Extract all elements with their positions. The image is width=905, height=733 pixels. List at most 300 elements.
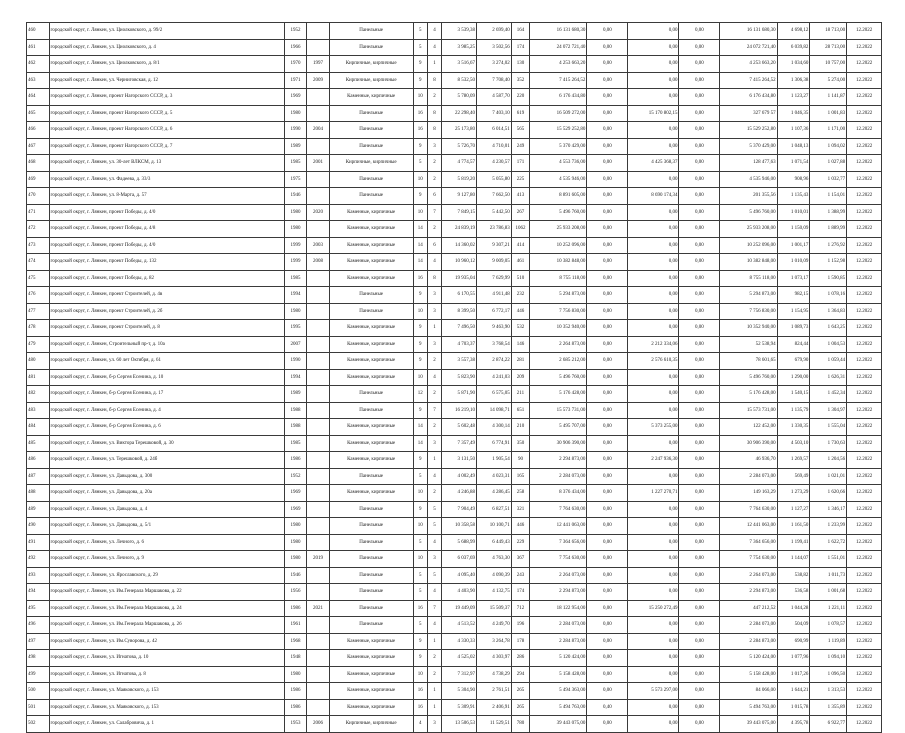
cell-ent: 5: [427, 567, 441, 584]
cell-total: 149 163,29: [720, 485, 777, 502]
cell-resid: 350: [511, 435, 529, 452]
cell-v1: 0,00: [587, 188, 628, 205]
cell-sum: 7 754 630,00: [530, 551, 587, 568]
cell-date: 12.2022: [847, 303, 882, 320]
cell-sum: 5 120 424,00: [530, 650, 587, 667]
cell-sum: 7 764 630,00: [530, 501, 587, 518]
cell-resid: 225: [511, 171, 529, 188]
cell-area: 4 703,37: [442, 336, 477, 353]
cell-fl: 10: [413, 666, 427, 683]
cell-area: 5 871,90: [442, 386, 477, 403]
cell-date: 12.2022: [847, 221, 882, 238]
cell-fl: 5: [413, 567, 427, 584]
cell-p1: 1 150,09: [777, 221, 810, 238]
cell-date: 12.2022: [847, 633, 882, 650]
cell-resid: 414: [511, 237, 529, 254]
cell-mat: Панельные: [329, 518, 413, 535]
cell-ent: 1: [427, 683, 441, 700]
cell-area2: 4 090,39: [476, 567, 511, 584]
cell-y1: 1953: [284, 716, 307, 733]
cell-v3: 0,00: [679, 534, 720, 551]
cell-area2: 5 442,50: [476, 204, 511, 221]
cell-address: городской округ, г. Лянкен, проект Нагорского СССР, д. 6: [49, 122, 284, 139]
cell-y2: [307, 353, 330, 370]
cell-p2: 1 551,01: [810, 551, 847, 568]
table-row: [27, 452, 882, 469]
cell-no: 479: [27, 336, 50, 353]
cell-area: 7 849,15: [442, 204, 477, 221]
cell-p2: 1 233,99: [810, 518, 847, 535]
cell-sum: 4 535 946,00: [530, 171, 587, 188]
cell-v3: 0,00: [679, 270, 720, 287]
cell-resid: 90: [511, 452, 529, 469]
cell-total: 4 535 946,00: [720, 171, 777, 188]
cell-mat: Панельные: [329, 386, 413, 403]
table-row: [27, 303, 882, 320]
cell-fl: 5: [413, 584, 427, 601]
table-row: [27, 699, 882, 716]
cell-total: 10 352 940,00: [720, 320, 777, 337]
cell-address: городской округ, г. Лянкен, ул. Ярославского, д. 29: [49, 567, 284, 584]
cell-v1: 0,00: [587, 105, 628, 122]
cell-y2: [307, 501, 330, 518]
cell-fl: 16: [413, 683, 427, 700]
cell-v3: 0,00: [679, 600, 720, 617]
cell-p1: 1 048,13: [777, 138, 810, 155]
table-row: [27, 171, 882, 188]
cell-v1: 0,00: [587, 716, 628, 733]
cell-fl: 10: [413, 518, 427, 535]
cell-v2: 0,00: [628, 617, 679, 634]
cell-v2: 0,00: [628, 551, 679, 568]
cell-resid: 780: [511, 716, 529, 733]
cell-no: 486: [27, 452, 50, 469]
cell-mat: Панельные: [329, 534, 413, 551]
cell-area: 7 357,49: [442, 435, 477, 452]
cell-no: 493: [27, 567, 50, 584]
cell-y1: 1961: [284, 617, 307, 634]
cell-p1: 4 698,12: [777, 23, 810, 40]
cell-p2: 1 620,66: [810, 485, 847, 502]
cell-v3: 0,00: [679, 617, 720, 634]
cell-p2: 1 059,44: [810, 353, 847, 370]
cell-v3: 0,00: [679, 666, 720, 683]
cell-ent: 2: [427, 171, 441, 188]
cell-area: 3 539,38: [442, 23, 477, 40]
cell-v1: 0,00: [587, 402, 628, 419]
cell-address: городской округ, г. Лянкен, проект Нагорского СССР, д. 7: [49, 138, 284, 155]
cell-v3: 0,00: [679, 221, 720, 238]
cell-sum: 5 176 428,00: [530, 386, 587, 403]
cell-address: городской округ, г. Лянкен, проект Победы, д. 82: [49, 270, 284, 287]
cell-mat: Панельные: [329, 171, 413, 188]
cell-ent: 1: [427, 633, 441, 650]
cell-no: 477: [27, 303, 50, 320]
cell-y2: [307, 567, 330, 584]
cell-no: 499: [27, 666, 50, 683]
cell-ent: 1: [427, 320, 441, 337]
cell-area: 4 513,52: [442, 617, 477, 634]
cell-address: городской округ, г. Лянкен, проект Нагорского СССР, д. 5: [49, 105, 284, 122]
cell-resid: 413: [511, 188, 529, 205]
cell-v3: 0,00: [679, 584, 720, 601]
cell-address: городской округ, г. Лянкен, ул. 60 лет Октября, д. 61: [49, 353, 284, 370]
cell-y1: 1986: [284, 699, 307, 716]
cell-p2: 1 388,99: [810, 204, 847, 221]
cell-fl: 9: [413, 353, 427, 370]
cell-mat: Панельные: [329, 567, 413, 584]
table-row: [27, 534, 882, 551]
cell-p2: 1 004,53: [810, 336, 847, 353]
cell-no: 466: [27, 122, 50, 139]
cell-area: 5 823,90: [442, 369, 477, 386]
cell-ent: 2: [427, 353, 441, 370]
cell-v1: 0,00: [587, 468, 628, 485]
cell-v1: 0,00: [587, 171, 628, 188]
cell-date: 12.2022: [847, 386, 882, 403]
cell-mat: Каменные, кирпичные: [329, 320, 413, 337]
cell-sum: 10 382 848,00: [530, 254, 587, 271]
cell-sum: 2 264 873,00: [530, 336, 587, 353]
cell-v3: 0,00: [679, 485, 720, 502]
cell-v2: 0,00: [628, 666, 679, 683]
cell-resid: 130: [511, 56, 529, 73]
cell-sum: 2 264 073,00: [530, 567, 587, 584]
cell-y2: 2019: [307, 551, 330, 568]
table-row: [27, 89, 882, 106]
cell-v3: 0,00: [679, 501, 720, 518]
cell-no: 482: [27, 386, 50, 403]
cell-total: 5 294 873,00: [720, 287, 777, 304]
cell-total: 7 415 264,52: [720, 72, 777, 89]
cell-fl: 9: [413, 501, 427, 518]
cell-ent: 7: [427, 204, 441, 221]
cell-fl: 16: [413, 122, 427, 139]
cell-total: 7 764 630,00: [720, 501, 777, 518]
cell-total: 2 294 873,00: [720, 584, 777, 601]
cell-area2: 4 710,01: [476, 138, 511, 155]
cell-area2: 9 307,21: [476, 237, 511, 254]
cell-no: 492: [27, 551, 50, 568]
cell-sum: 4 553 736,00: [530, 155, 587, 172]
table-row: [27, 138, 882, 155]
cell-date: 12.2022: [847, 600, 882, 617]
cell-ent: 4: [427, 584, 441, 601]
cell-p1: 1 161,50: [777, 518, 810, 535]
cell-v3: 0,00: [679, 435, 720, 452]
cell-resid: 146: [511, 336, 529, 353]
cell-p1: 679,90: [777, 353, 810, 370]
cell-v1: 0,00: [587, 584, 628, 601]
table-row: [27, 600, 882, 617]
cell-date: 12.2022: [847, 23, 882, 40]
cell-no: 490: [27, 518, 50, 535]
cell-area: 4 403,90: [442, 584, 477, 601]
cell-v1: 0,00: [587, 336, 628, 353]
cell-area: 5 309,91: [442, 699, 477, 716]
cell-resid: 510: [511, 270, 529, 287]
cell-ent: 3: [427, 435, 441, 452]
cell-area2: 4 587,70: [476, 89, 511, 106]
cell-total: 5 370 429,00: [720, 138, 777, 155]
cell-y1: 1999: [284, 237, 307, 254]
cell-area2: 3 768,54: [476, 336, 511, 353]
cell-address: городской округ, г. Лянкен, б-р Сергея Есенина, д. 10: [49, 369, 284, 386]
cell-y2: [307, 138, 330, 155]
cell-v2: 0,00: [628, 518, 679, 535]
cell-y1: 1994: [284, 369, 307, 386]
cell-v2: 0,00: [628, 534, 679, 551]
cell-y2: [307, 221, 330, 238]
cell-mat: Панельные: [329, 138, 413, 155]
cell-date: 12.2022: [847, 485, 882, 502]
cell-resid: 249: [511, 138, 529, 155]
cell-p1: 1 073,17: [777, 270, 810, 287]
cell-fl: 5: [413, 617, 427, 634]
cell-sum: 2 284 073,00: [530, 617, 587, 634]
table-row: [27, 584, 882, 601]
cell-y2: [307, 468, 330, 485]
cell-v1: 0,00: [587, 23, 628, 40]
cell-date: 12.2022: [847, 402, 882, 419]
cell-no: 468: [27, 155, 50, 172]
cell-p2: 1 622,72: [810, 534, 847, 551]
cell-area: 4 774,57: [442, 155, 477, 172]
cell-v2: 0,00: [628, 56, 679, 73]
cell-v3: 0,00: [679, 699, 720, 716]
cell-y2: [307, 336, 330, 353]
cell-mat: Каменные, кирпичные: [329, 221, 413, 238]
cell-mat: Каменные, кирпичные: [329, 369, 413, 386]
table-row: [27, 419, 882, 436]
cell-v3: 0,00: [679, 468, 720, 485]
cell-area: 6 170,55: [442, 287, 477, 304]
cell-area: 5 304,90: [442, 683, 477, 700]
cell-address: городской округ, г. Лянкен, ул. Лечного, д. 6: [49, 534, 284, 551]
cell-address: городской округ, г. Лянкен, ул. 8-Марта, д. 57: [49, 188, 284, 205]
cell-date: 12.2022: [847, 518, 882, 535]
cell-address: городской округ, г. Лянкен, ул. Давыдова, д. 20а: [49, 485, 284, 502]
cell-p1: 1 269,57: [777, 452, 810, 469]
cell-v2: 5 573 297,00: [628, 683, 679, 700]
cell-address: городской округ, г. Лянкен, проект Победы, д. 4/8: [49, 221, 284, 238]
cell-total: 128 477,63: [720, 155, 777, 172]
cell-resid: 243: [511, 567, 529, 584]
cell-total: 15 529 252,80: [720, 122, 777, 139]
table-row: [27, 650, 882, 667]
cell-no: 474: [27, 254, 50, 271]
cell-p2: 1 555,04: [810, 419, 847, 436]
cell-y1: 1985: [284, 435, 307, 452]
cell-p1: 1 010,09: [777, 254, 810, 271]
cell-fl: 10: [413, 89, 427, 106]
cell-area: 5 602,48: [442, 419, 477, 436]
cell-no: 500: [27, 683, 50, 700]
cell-v3: 0,00: [679, 567, 720, 584]
cell-address: городской округ, г. Лянкен, ул. Маяковского, д. 153: [49, 683, 284, 700]
cell-p2: 6 922,77: [810, 716, 847, 733]
cell-fl: 14: [413, 254, 427, 271]
cell-y1: 2007: [284, 336, 307, 353]
cell-p2: 1 313,53: [810, 683, 847, 700]
cell-area: 3 131,50: [442, 452, 477, 469]
cell-mat: Кирпичные, кирпичные: [329, 56, 413, 73]
cell-sum: 4 253 663,20: [530, 56, 587, 73]
cell-y1: 1986: [284, 600, 307, 617]
cell-v3: 0,00: [679, 419, 720, 436]
cell-p1: 1 001,17: [777, 237, 810, 254]
cell-v1: 0,00: [587, 386, 628, 403]
cell-v2: 0,00: [628, 171, 679, 188]
cell-area2: 9 463,90: [476, 320, 511, 337]
cell-resid: 164: [511, 23, 529, 40]
cell-y2: 2008: [307, 254, 330, 271]
cell-area: 8 399,50: [442, 303, 477, 320]
cell-v3: 0,00: [679, 650, 720, 667]
cell-p2: 1 276,92: [810, 237, 847, 254]
cell-no: 502: [27, 716, 50, 733]
cell-area2: 6 449,43: [476, 534, 511, 551]
cell-address: городской округ, г. Лянкен, ул. Игнатова, д. 8: [49, 666, 284, 683]
cell-fl: 10: [413, 303, 427, 320]
table-row: [27, 204, 882, 221]
cell-p2: 1 452,34: [810, 386, 847, 403]
cell-p2: 18 713,00: [810, 23, 847, 40]
cell-y1: 1980: [284, 204, 307, 221]
cell-p1: 538,82: [777, 567, 810, 584]
cell-v3: 0,00: [679, 138, 720, 155]
cell-ent: 2: [427, 221, 441, 238]
cell-v1: 0,00: [587, 320, 628, 337]
cell-v2: 1 227 270,71: [628, 485, 679, 502]
cell-fl: 14: [413, 221, 427, 238]
register-table: [26, 22, 882, 733]
cell-v2: 0,00: [628, 138, 679, 155]
cell-y2: [307, 39, 330, 56]
cell-date: 12.2022: [847, 155, 882, 172]
cell-y1: 1989: [284, 138, 307, 155]
cell-address: городской округ, г. Лянкен, б-р Сергея Есенина, д. 6: [49, 419, 284, 436]
cell-mat: Каменные, кирпичные: [329, 633, 413, 650]
cell-no: 494: [27, 584, 50, 601]
cell-y1: 1968: [284, 633, 307, 650]
table-row: [27, 485, 882, 502]
cell-v3: 0,00: [679, 204, 720, 221]
cell-ent: 1: [427, 452, 441, 469]
cell-area2: 5 055,80: [476, 171, 511, 188]
cell-total: 16 131 680,30: [720, 23, 777, 40]
cell-area: 10 358,58: [442, 518, 477, 535]
cell-ent: 3: [427, 287, 441, 304]
cell-v2: 0,00: [628, 386, 679, 403]
cell-v3: 0,00: [679, 633, 720, 650]
cell-total: 78 601,65: [720, 353, 777, 370]
cell-date: 12.2022: [847, 254, 882, 271]
cell-y2: [307, 650, 330, 667]
cell-date: 12.2022: [847, 171, 882, 188]
table-row: [27, 501, 882, 518]
cell-v1: 0,00: [587, 237, 628, 254]
cell-area2: 3 502,56: [476, 39, 511, 56]
cell-area2: 4 286,45: [476, 485, 511, 502]
cell-v2: 0,00: [628, 716, 679, 733]
cell-y2: [307, 89, 330, 106]
cell-ent: 4: [427, 254, 441, 271]
cell-y2: [307, 23, 330, 40]
cell-p2: 1 094,02: [810, 138, 847, 155]
cell-v2: 0,00: [628, 369, 679, 386]
cell-fl: 10: [413, 171, 427, 188]
cell-resid: 294: [511, 666, 529, 683]
cell-v2: 0,00: [628, 435, 679, 452]
cell-no: 461: [27, 39, 50, 56]
cell-p1: 1 077,96: [777, 650, 810, 667]
cell-fl: 16: [413, 270, 427, 287]
cell-y2: 2001: [307, 155, 330, 172]
cell-v3: 0,00: [679, 72, 720, 89]
cell-address: городской округ, г. Лянкен, проект Нагорского СССР, д. 3: [49, 89, 284, 106]
cell-y2: 2021: [307, 600, 330, 617]
cell-y1: 1952: [284, 468, 307, 485]
cell-sum: 5 496 760,00: [530, 204, 587, 221]
cell-y1: 1988: [284, 419, 307, 436]
cell-ent: 8: [427, 122, 441, 139]
cell-y1: 1994: [284, 287, 307, 304]
cell-v3: 0,00: [679, 336, 720, 353]
cell-address: городской округ, г. Лянкен, ул. Лечного, д. 9: [49, 551, 284, 568]
cell-p2: 10 757,00: [810, 56, 847, 73]
table-row: [27, 633, 882, 650]
cell-fl: 9: [413, 336, 427, 353]
table-row: [27, 567, 882, 584]
cell-p1: 6 039,82: [777, 39, 810, 56]
cell-no: 470: [27, 188, 50, 205]
cell-y2: 1997: [307, 56, 330, 73]
cell-resid: 1062: [511, 221, 529, 238]
cell-v2: 15 250 272,49: [628, 600, 679, 617]
cell-y1: 1970: [284, 56, 307, 73]
cell-y2: [307, 534, 330, 551]
cell-date: 12.2022: [847, 452, 882, 469]
cell-mat: Каменные, кирпичные: [329, 254, 413, 271]
cell-y2: [307, 171, 330, 188]
cell-resid: 267: [511, 204, 529, 221]
cell-v3: 0,00: [679, 716, 720, 733]
cell-y1: 1980: [284, 303, 307, 320]
cell-resid: 258: [511, 485, 529, 502]
cell-y1: 1986: [284, 683, 307, 700]
cell-v2: 0,00: [628, 72, 679, 89]
cell-no: 472: [27, 221, 50, 238]
cell-area2: 15 509,37: [476, 600, 511, 617]
cell-v1: 0,00: [587, 666, 628, 683]
cell-v1: 0,00: [587, 138, 628, 155]
cell-area2: 9 009,05: [476, 254, 511, 271]
cell-area: 14 360,02: [442, 237, 477, 254]
cell-mat: Панельные: [329, 287, 413, 304]
cell-p2: 1 643,25: [810, 320, 847, 337]
cell-p1: 1 290,00: [777, 369, 810, 386]
cell-area: 3 985,25: [442, 39, 477, 56]
cell-v3: 0,00: [679, 237, 720, 254]
cell-y1: 1952: [284, 23, 307, 40]
cell-no: 497: [27, 633, 50, 650]
cell-fl: 5: [413, 534, 427, 551]
cell-v1: 0,00: [587, 567, 628, 584]
cell-area2: 4 738,29: [476, 666, 511, 683]
cell-date: 12.2022: [847, 551, 882, 568]
cell-v3: 0,00: [679, 254, 720, 271]
